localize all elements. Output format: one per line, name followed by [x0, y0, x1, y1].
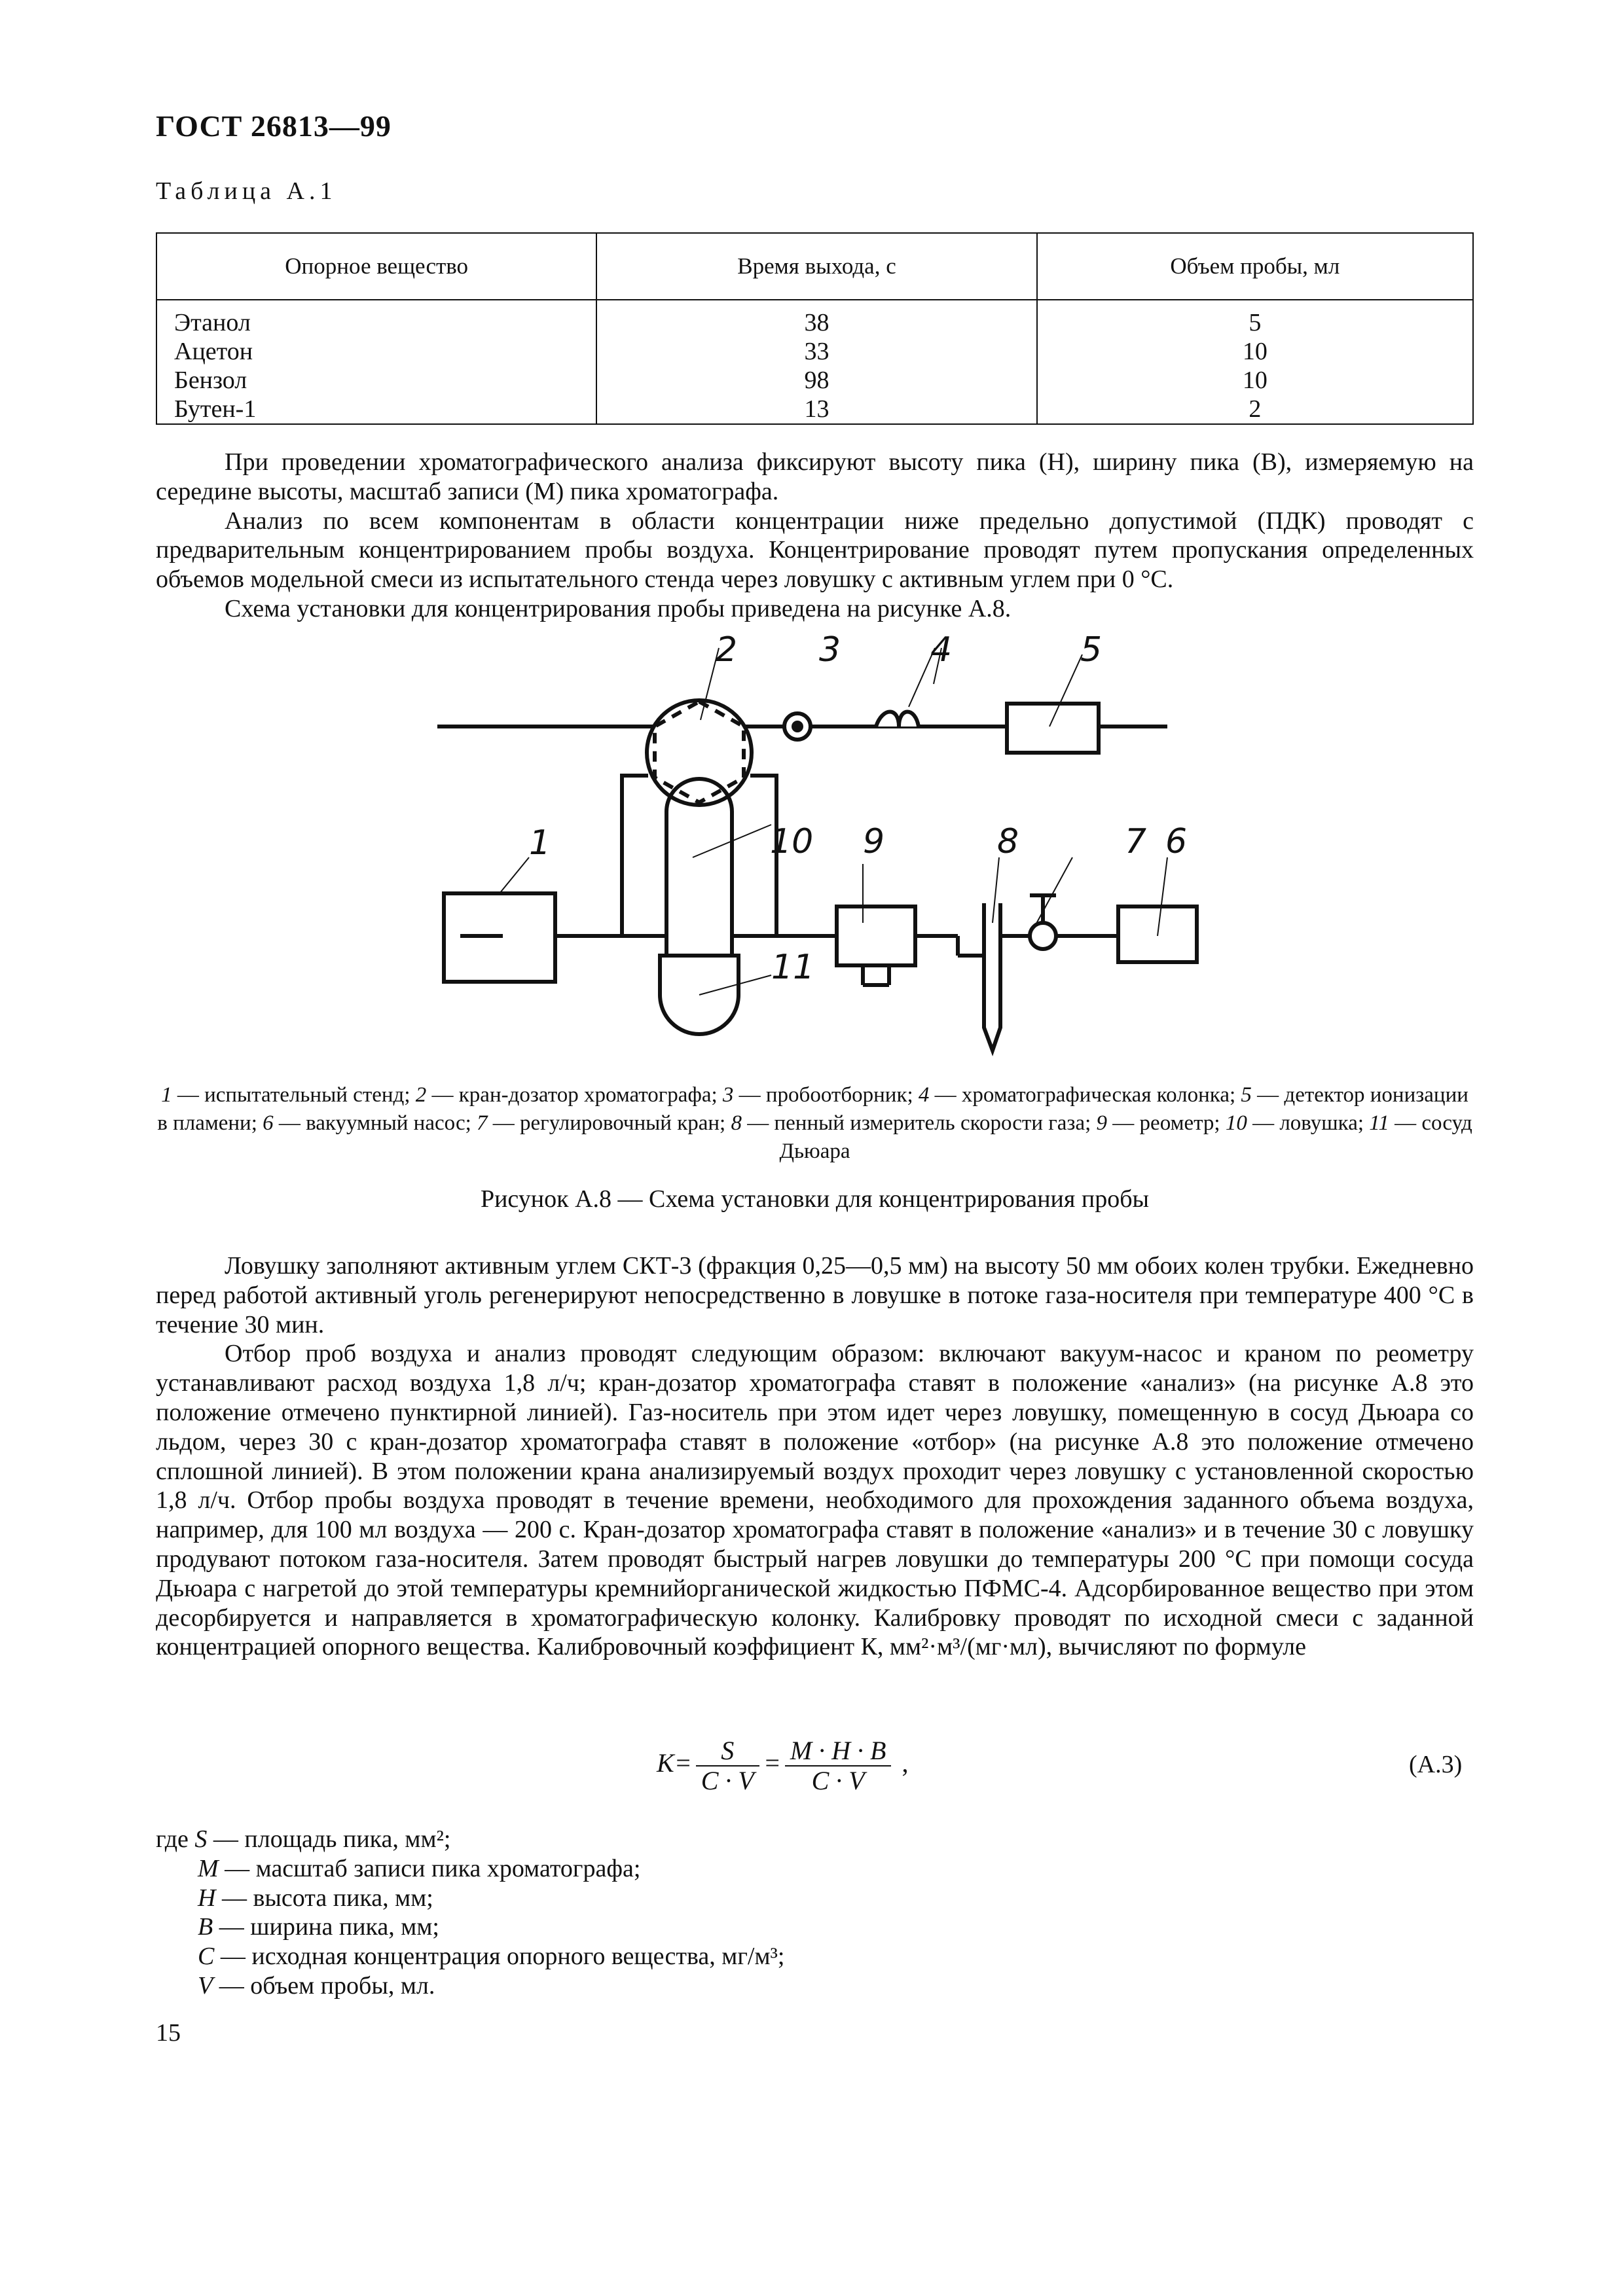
formula-definitions	[156, 1825, 784, 2001]
legend-item: 10 — ловушка;	[1225, 1111, 1370, 1135]
table-cell: Бутен-1	[156, 395, 596, 424]
table-row	[156, 300, 1473, 337]
table-cell: 33	[596, 337, 1036, 366]
table-cell: 2	[1037, 395, 1473, 424]
definition-item: где S — площадь пика, мм²;	[156, 1825, 451, 1853]
paragraph: Ловушку заполняют активным углем СКТ-3 (фракция 0,25—0,5 мм) на высоту 50 мм обоих колен трубки. Ежедневно перед работой активный уголь регенерируют непосредственно в ловушке в потоке газа-носителя при температуре 400 °С в течение 30 мин.	[156, 1252, 1474, 1338]
method-text	[156, 1251, 1474, 1662]
flame-ionization-detector	[1007, 704, 1099, 753]
table-cell: 98	[596, 366, 1036, 395]
page-number: 15	[156, 2019, 181, 2047]
label-4: 4	[930, 630, 953, 670]
label-6: 6	[1165, 822, 1188, 861]
table-cell: Бензол	[156, 366, 596, 395]
table-cell: 38	[596, 300, 1036, 337]
paragraph: Схема установки для концентрирования пробы приведена на рисунке А.8.	[225, 594, 1012, 622]
legend-item: 4 — хроматографическая колонка;	[918, 1083, 1241, 1107]
label-1: 1	[529, 823, 551, 863]
legend-item: 6 — вакуумный насос;	[263, 1111, 477, 1135]
legend-item: 9 — реометр;	[1096, 1111, 1226, 1135]
legend-item: 11 — сосуд Дьюара	[779, 1111, 1472, 1163]
figure-caption: Рисунок А.8 — Схема установки для концентрирования пробы	[480, 1185, 1150, 1213]
table-cell: 5	[1037, 300, 1473, 337]
label-9: 9	[863, 822, 885, 861]
foam-meter	[984, 903, 1000, 1050]
table-row	[156, 395, 1473, 424]
table-caption: Таблица А.1	[156, 177, 337, 205]
table-row	[156, 337, 1473, 366]
label-5: 5	[1080, 630, 1103, 670]
document-header: ГОСТ 26813—99	[156, 109, 392, 143]
chromatographic-column	[876, 712, 919, 727]
table-cell: 10	[1037, 366, 1473, 395]
paragraph: При проведении хроматографического анализа фиксируют высоту пика (Н), ширину пика (В), измеряемую на середине высоты, масштаб записи (М) пика хроматографа.	[156, 448, 1474, 505]
table-header-time: Время выхода, с	[596, 233, 1036, 300]
definition-item: B — ширина пика, мм;	[198, 1913, 439, 1941]
data-table	[156, 232, 1474, 425]
label-7: 7	[1125, 822, 1147, 861]
regulating-valve	[1030, 923, 1056, 949]
figure-legend	[156, 1081, 1474, 1166]
legend-item: 2 — кран-дозатор хроматографа;	[415, 1083, 723, 1107]
table-row	[156, 366, 1473, 395]
legend-item: 8 — пенный измеритель скорости газа;	[731, 1111, 1097, 1135]
label-10: 10	[770, 822, 814, 861]
rheometer	[837, 906, 915, 965]
definition-item: H — высота пика, мм;	[198, 1884, 433, 1912]
definition-item: M — масштаб записи пика хроматографа;	[198, 1854, 641, 1882]
label-3: 3	[819, 630, 841, 670]
paragraph: Отбор проб воздуха и анализ проводят следующим образом: включают вакуум-насос и краном по реометру устанавливают расход воздуха 1,8 л/ч; кран-дозатор хроматографа ставят в положение «анализ» (на рисунке А.8 это положение отмечено пунктирной линией). Газ-носитель при этом идет через ловушку, помещенную в сосуд Дьюара со льдом, через 30 с кран-дозатор хроматографа ставят в положение «отбор» (на рисунке А.8 это положение отмечено сплошной линией). В этом положении крана анализируемый воздух проходит через ловушку с установленной скоростью 1,8 л/ч. Отбор пробы воздуха проводят в течение времени, необходимого для прохождения заданного объема воздуха, например, для 100 мл воздуха — 200 с. Кран-дозатор хроматографа ставят в положение «анализ» и в течение 30 с ловушку продувают потоком газа-носителя. Затем проводят быстрый нагрев ловушки до температуры 200 °С при помощи сосуда Дьюара с нагретой до этой температуры кремнийорганической жидкостью ПФМС-4. Адсорбированное вещество при этом десорбируется и направляется в хроматографическую колонку. Калибровку проводят по исходной смеси с заданной концентрацией опорного вещества. Калибровочный коэффициент К, мм²·м³/(мг·мл), вычисляют по формуле	[156, 1340, 1474, 1661]
intro-text	[156, 448, 1474, 624]
legend-item: 3 — пробоотборник;	[722, 1083, 919, 1107]
paragraph: Анализ по всем компонентам в области концентрации ниже предельно допустимой (ПДК) проводят с предварительным концентрированием пробы воздуха. Концентрирование проводят путем пропускания определенных объемов модельной смеси из испытательного стенда через ловушку с активным углем при 0 °С.	[156, 507, 1474, 594]
table-header-substance: Опорное вещество	[156, 233, 596, 300]
table-header-volume: Объем пробы, мл	[1037, 233, 1473, 300]
table-cell: Этанол	[156, 300, 596, 337]
equation-number: (А.3)	[1409, 1751, 1463, 1778]
definition-item: C — исходная концентрация опорного вещества, мг/м³;	[198, 1943, 785, 1971]
label-11: 11	[771, 948, 815, 987]
formula: K= $\frac{S}{C \cdot V}$ = $\frac{M \cdot H \cdot B}{C \cdot V}$ ,	[657, 1736, 909, 1795]
legend-item: 1 — испытательный стенд;	[161, 1083, 416, 1107]
legend-item: 7 — регулировочный кран;	[477, 1111, 731, 1135]
label-2: 2	[716, 630, 738, 670]
table-cell: 13	[596, 395, 1036, 424]
table-cell: 10	[1037, 337, 1473, 366]
dosing-valve	[647, 700, 752, 805]
definition-item: V — объем пробы, мл.	[198, 1971, 435, 2000]
label-8: 8	[997, 822, 1019, 861]
table-cell: Ацетон	[156, 337, 596, 366]
installation-diagram	[156, 628, 1474, 1073]
legend-item: 5 — детектор ионизации в пламени;	[157, 1083, 1468, 1135]
